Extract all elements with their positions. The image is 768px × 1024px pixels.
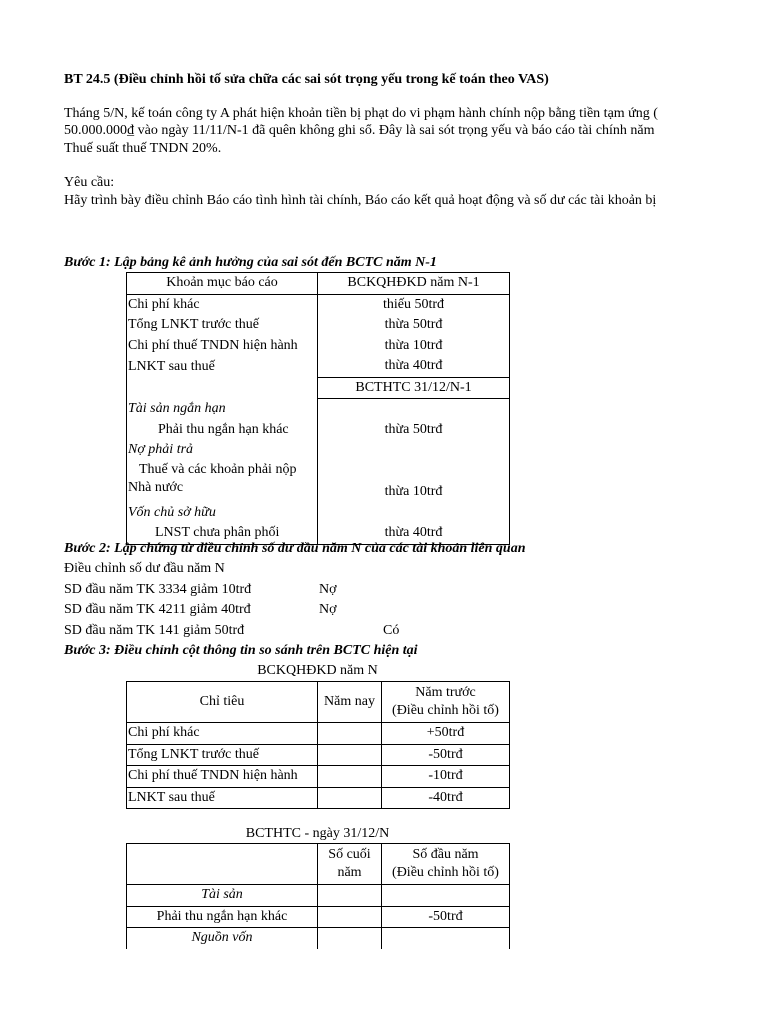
step2-subtitle: Điều chỉnh số dư đầu năm N	[64, 561, 225, 576]
step3-balance-table	[126, 843, 510, 949]
table-row	[127, 787, 510, 809]
col-header-prev-line2: (Điều chỉnh hồi tố)	[392, 703, 499, 718]
entry-text: SD đầu năm TK 141 giảm 50trđ	[64, 623, 245, 638]
row-item: Chi phí thuế TNDN hiện hành	[127, 336, 318, 357]
intro-line-2: 50.000.000₫ vào ngày 11/11/N-1 đã quên không ghi sổ. Đây là sai sót trọng yếu và báo cáo tài chính năm	[64, 123, 655, 138]
entry-text: SD đầu năm TK 4211 giảm 40trđ	[64, 602, 251, 617]
entry-side: Nợ	[319, 582, 337, 597]
page-title: BT 24.5 (Điều chỉnh hồi tố sửa chữa các sai sót trọng yếu trong kế toán theo VAS)	[64, 72, 549, 87]
col-header-end-line2: năm	[337, 865, 362, 880]
liabilities-label: Nợ phải trả	[127, 440, 318, 461]
equity-label: Vốn chủ sở hữu	[127, 503, 318, 524]
row-current	[318, 744, 382, 766]
col-header-begin-line2: (Điều chỉnh hồi tố)	[392, 865, 499, 880]
step2-heading: Bước 2: Lập chứng từ điều chỉnh số dư đầu năm N của các tài khoản liên quan	[64, 541, 526, 556]
row-value: thừa 50trđ	[318, 420, 510, 441]
row-item: LNKT sau thuế	[127, 356, 318, 377]
row-value: thiếu 50trđ	[318, 294, 510, 315]
row-item-line2: Nhà nước	[128, 479, 184, 495]
col-header-indicator: Chỉ tiêu	[127, 682, 318, 723]
table2-caption: BCTHTC - ngày 31/12/N	[245, 826, 390, 841]
sources-label: Nguồn vốn	[127, 928, 318, 949]
row-value: thừa 50trđ	[318, 315, 510, 336]
entry-side: Có	[383, 623, 400, 638]
row-item: Tổng LNKT trước thuế	[127, 744, 318, 766]
col-header-current: Năm nay	[318, 682, 382, 723]
entry-text: SD đầu năm TK 3334 giảm 10trđ	[64, 582, 252, 597]
col-header-end-line1: Số cuối	[328, 847, 371, 862]
table1-caption: BCKQHĐKD năm N	[257, 663, 378, 678]
col-header-begin-line1: Số đầu năm	[412, 847, 479, 862]
intro-line-1: Tháng 5/N, kế toán công ty A phát hiện khoản tiền bị phạt do vi phạm hành chính nộp bằng tiền tạm ứng (	[64, 106, 658, 121]
table-row	[127, 294, 510, 315]
row-prev: -50trđ	[382, 744, 510, 766]
step3-heading: Bước 3: Điều chỉnh cột thông tin so sánh trên BCTC hiện tại	[64, 643, 418, 658]
table-row	[127, 315, 510, 336]
table-row	[127, 766, 510, 788]
row-item: LNST chưa phân phối	[127, 523, 318, 544]
step1-heading: Bước 1: Lập bảng kê ảnh hưởng của sai sót đến BCTC năm N-1	[64, 255, 437, 270]
row-item: LNKT sau thuế	[127, 787, 318, 809]
row-value: thừa 10trđ	[318, 336, 510, 357]
row-value: thừa 40trđ	[318, 356, 510, 377]
assets-label: Tài sản	[127, 885, 318, 907]
step3-income-table	[126, 681, 510, 809]
row-current	[318, 723, 382, 745]
row-prev: -10trđ	[382, 766, 510, 788]
table-row	[127, 723, 510, 745]
assets-label: Tài sản ngắn hạn	[127, 399, 318, 420]
row-current	[318, 787, 382, 809]
requirement-label: Yêu cầu:	[64, 175, 115, 190]
step1-impact-table	[126, 272, 510, 545]
table-row	[127, 744, 510, 766]
row-begin: -50trđ	[382, 906, 510, 928]
row-value: thừa 40trđ	[318, 523, 510, 544]
col-header-prev-line1: Năm trước	[415, 685, 476, 700]
col-header-item: Khoản mục báo cáo	[127, 273, 318, 295]
row-item: Tổng LNKT trước thuế	[127, 315, 318, 336]
col-header-bckqhdkd: BCKQHĐKD năm N-1	[318, 273, 510, 295]
col-header-bcthtc: BCTHTC 31/12/N-1	[318, 377, 510, 399]
row-prev: +50trđ	[382, 723, 510, 745]
row-prev: -40trđ	[382, 787, 510, 809]
table-row	[127, 461, 510, 503]
requirement-text: Hãy trình bày điều chỉnh Báo cáo tình hình tài chính, Báo cáo kết quả hoạt động và số dư các tài khoản bị	[64, 193, 657, 208]
row-item: Chi phí khác	[127, 294, 318, 315]
entry-side: Nợ	[319, 602, 337, 617]
table-row	[127, 356, 510, 377]
row-item: Chi phí khác	[127, 723, 318, 745]
row-item: Phải thu ngắn hạn khác	[127, 420, 318, 441]
row-current	[318, 766, 382, 788]
intro-line-3: Thuế suất thuế TNDN 20%.	[64, 141, 222, 156]
table-row	[127, 906, 510, 928]
row-item-line1: Thuế và các khoản phải nộp	[139, 461, 297, 477]
table-row	[127, 420, 510, 441]
table-row	[127, 336, 510, 357]
row-item: Chi phí thuế TNDN hiện hành	[127, 766, 318, 788]
row-item: Phải thu ngắn hạn khác	[127, 906, 318, 928]
row-value: thừa 10trđ	[318, 461, 510, 503]
